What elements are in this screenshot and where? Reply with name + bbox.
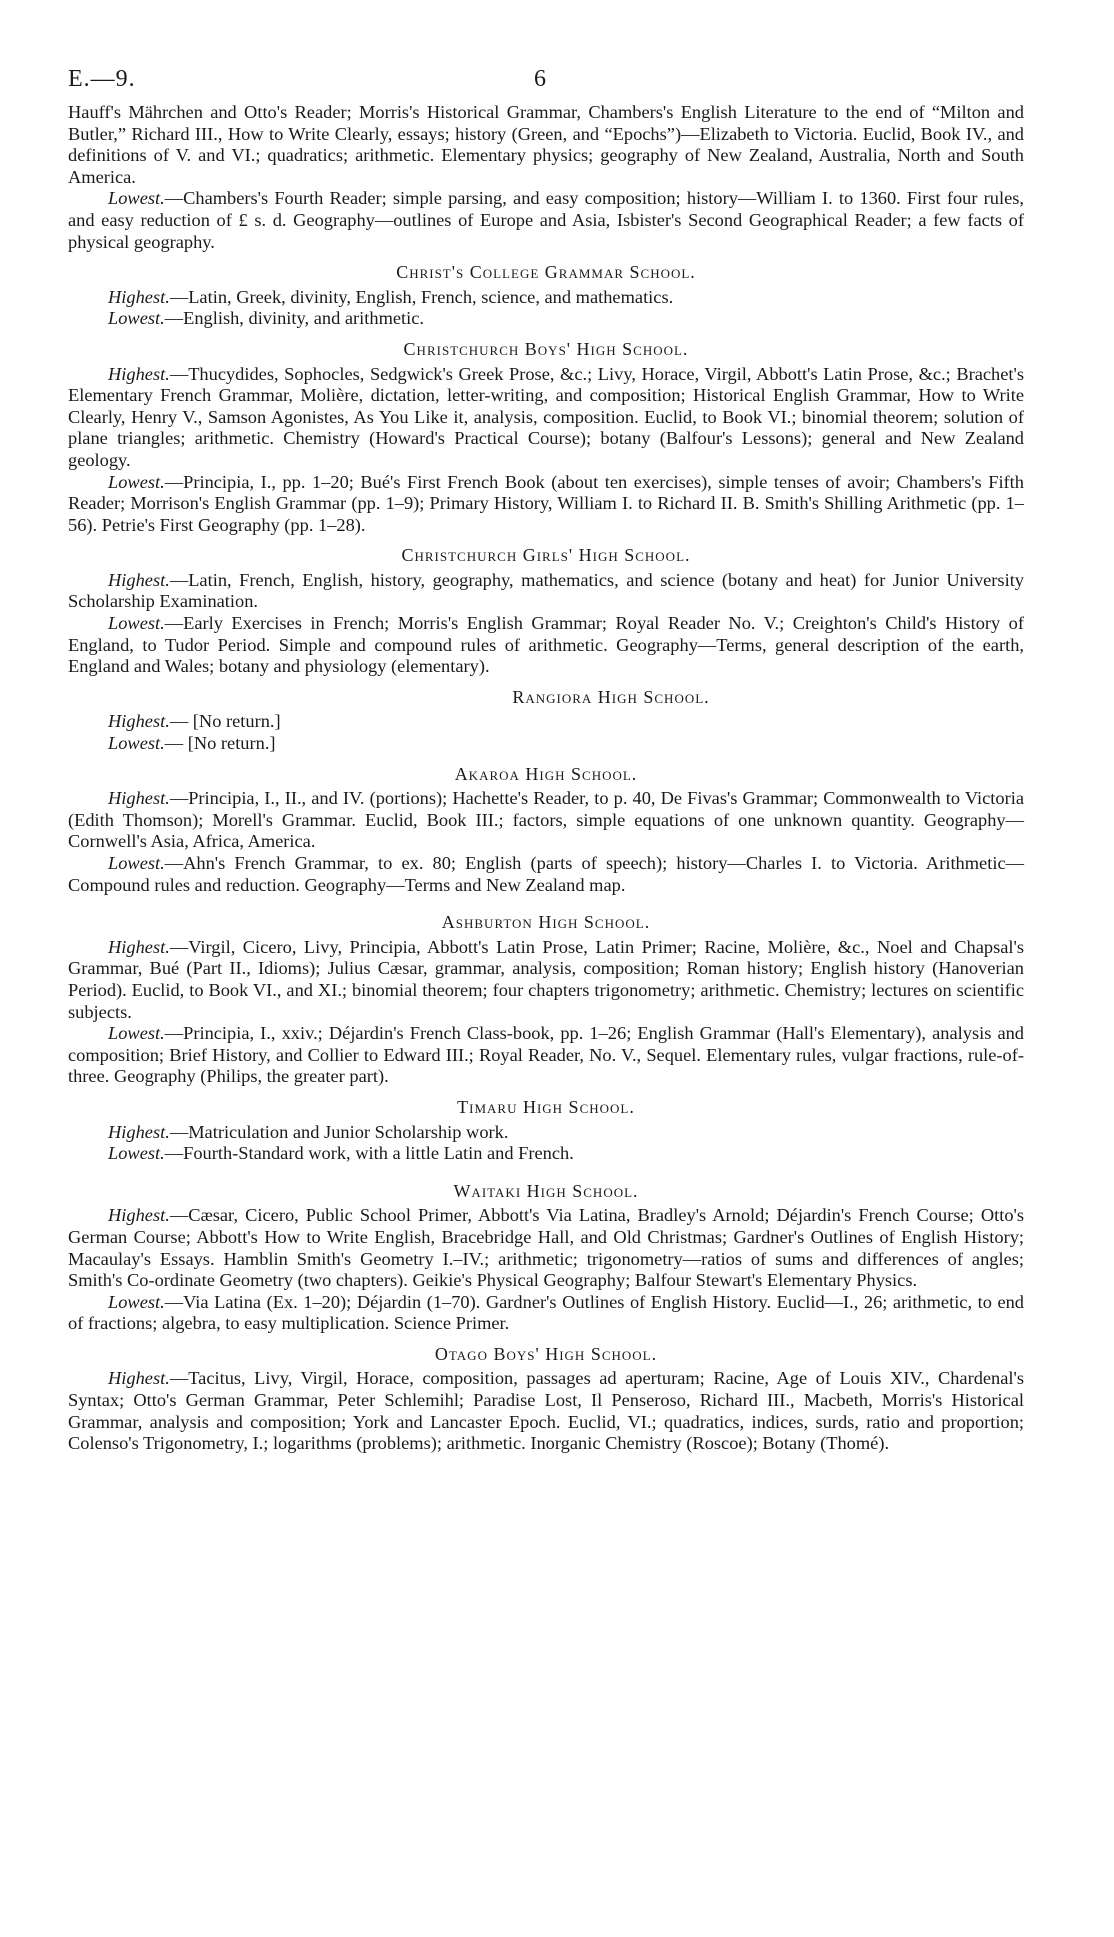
page-number: 6 <box>534 66 546 92</box>
entry-highest <box>68 1205 1024 1291</box>
entry-highest <box>68 788 1024 853</box>
entry-text: —Principia, I., pp. 1–20; Bué's First French Book (about ten exercises), simple tenses of avoir; Chambers's Fifth Reader; Morrison's English Grammar (pp. 1–9); Primary History, William I. to Richard II. B. Smith's Shilling Arithmetic (pp. 1–56). Petrie's First Geography (pp. 1–28). <box>68 471 1024 535</box>
entry-text: —Latin, Greek, divinity, English, French, science, and mathematics. <box>169 286 674 307</box>
entry-text: —Thucydides, Sophocles, Sedgwick's Greek Prose, &c.; Livy, Horace, Virgil, Abbott's Latin Prose, &c.; Brachet's Elementary French Grammar, Molière, dictation, letter-writing, and composition; Historical English Grammar, How to Write Clearly, Henry V., Samson Agonistes, As You Like it, analysis, composition. Euclid, to Book VI.; binomial theorem; solution of plane triangles; arithmetic. Chemistry (Howard's Practical Course); botany (Balfour's Lessons); general and New Zealand geology. <box>68 363 1024 470</box>
section-title-rangiora: Rangiora High School. <box>512 686 710 707</box>
entry-lead: Highest. <box>108 569 170 590</box>
entry-lowest <box>68 613 1024 678</box>
entry-text: —English, divinity, and arithmetic. <box>164 308 425 329</box>
entry-lead: Lowest. <box>108 733 165 754</box>
section-title-christchurch-girls: Christchurch Girls' High School. <box>401 545 691 566</box>
entry-text: —Latin, French, English, history, geography, mathematics, and science (botany and heat) for Junior University Scholarship Examination. <box>68 569 1024 612</box>
entry-lowest <box>68 1143 1024 1165</box>
intro-text: Hauff's Mährchen and Otto's Reader; Morris's Historical Grammar, Chambers's English Literature to the end of “Milton and Butler,” Richard III., How to Write Clearly, essays; history (Green, and “Epochs”)—Elizabeth to Victoria. Euclid, Book IV., and definitions of V. and VI.; quadratics; arithmetic. Elementary physics; geography of New Zealand, Australia, North and South America. <box>68 102 1024 187</box>
entry-lowest <box>68 853 1024 896</box>
entry-lead: Lowest. <box>108 1023 165 1044</box>
entry-lead: Lowest. <box>108 471 165 492</box>
entry-text: —Cæsar, Cicero, Public School Primer, Abbott's Via Latina, Bradley's Arnold; Déjardin's French Course; Otto's German Course; Abbott's How to Write English, Bracebridge Hall, and Old Christmas; Gardner's Outlines of English History; Macaulay's Essays. Hamblin Smith's Geometry I.–IV.; arithmetic; trigonometry—ratios of sums and differences of angles; Smith's Co-ordinate Geometry (two chapters). Geikie's Physical Geography; Balfour Stewart's Elementary Physics. <box>68 1205 1024 1291</box>
entry-text: —Fourth-Standard work, with a little Latin and French. <box>164 1143 574 1164</box>
intro-paragraph <box>68 102 1024 188</box>
entry-text: — [No return.] <box>164 733 276 754</box>
entry-lead: Highest. <box>108 936 170 957</box>
entry-lead: Highest. <box>108 1368 170 1389</box>
section-title-christchurch-boys: Christchurch Boys' High School. <box>403 338 689 359</box>
entry-text: —Matriculation and Junior Scholarship work. <box>169 1121 509 1142</box>
section-title-waitaki: Waitaki High School. <box>453 1180 639 1201</box>
section-title-timaru: Timaru High School. <box>457 1096 635 1117</box>
entry-lowest <box>68 472 1024 537</box>
entry-text: — [No return.] <box>169 711 281 732</box>
section-title-otago-boys: Otago Boys' High School. <box>434 1343 658 1364</box>
entry-text: —Chambers's Fourth Reader; simple parsing, and easy composition; history—William I. to 1360. First four rules, and easy reduction of £ s. d. Geography—outlines of Europe and Asia, Isbister's Second Geographical Reader; a few facts of physical geography. <box>68 188 1024 252</box>
entry-text: —Principia, I., II., and IV. (portions); Hachette's Reader, to p. 40, De Fivas's Grammar; Commonwealth to Victoria (Edith Thomson); Morell's Grammar. Euclid, Book III.; factors, simple equations of one unknown quantity. Geography—Cornwell's Asia, Africa, America. <box>68 788 1024 852</box>
entry-text: —Via Latina (Ex. 1–20); Déjardin (1–70). Gardner's Outlines of English History. Euclid—I., 26; arithmetic, to end of fractions; algebra, to easy multiplication. Science Primer. <box>68 1291 1024 1334</box>
section-title-ashburton: Ashburton High School. <box>441 912 651 933</box>
entry-lowest <box>68 733 1024 755</box>
entry-lead: Lowest. <box>108 308 165 329</box>
entry-highest <box>68 937 1024 1023</box>
intro-lowest-paragraph <box>68 188 1024 253</box>
entry-lead: Highest. <box>108 286 170 307</box>
page-header <box>68 62 1024 102</box>
entry-text: —Virgil, Cicero, Livy, Principia, Abbott's Latin Prose, Latin Primer; Racine, Molière, &c., Noel and Chapsal's Grammar, Bué (Part II., Idioms); Julius Cæsar, grammar, analysis, composition; Roman history; English history (Hanoverian Period). Euclid, to Book VI., and XI.; binomial theorem; four chapters trigonometry; arithmetic. Chemistry; lectures on scientific subjects. <box>68 936 1024 1022</box>
entry-lowest <box>68 308 1024 330</box>
entry-lead: Highest. <box>108 1121 170 1142</box>
document-reference: E.—9. <box>68 66 136 92</box>
entry-lead: Lowest. <box>108 853 165 873</box>
entry-highest <box>68 711 1024 733</box>
entry-text: —Early Exercises in French; Morris's English Grammar; Royal Reader No. V.; Creighton's Child's History of England, to Tudor Period. Simple and compound rules of arithmetic. Geography—Terms, general description of the earth, England and Wales; botany and physiology (elementary). <box>68 613 1024 677</box>
entry-highest <box>68 570 1024 613</box>
entry-text: —Tacitus, Livy, Virgil, Horace, composition, passages ad aperturam; Racine, Age of Louis XIV., Chardenal's Syntax; Otto's German Grammar, Peter Schlemihl; Paradise Lost, Il Penseroso, Richard III., Macbeth, Morris's Historical Grammar, analysis and composition; York and Lancaster Epoch. Euclid, VI.; quadratics, indices, surds, ratio and proportion; Colenso's Trigonometry, I.; logarithms (problems); arithmetic. Inorganic Chemistry (Roscoe); Botany (Thomé). <box>68 1368 1024 1454</box>
entry-lead: Lowest. <box>108 188 165 209</box>
entry-lead: Lowest. <box>108 1291 165 1312</box>
entry-highest <box>68 364 1024 472</box>
entry-highest <box>68 287 1024 309</box>
entry-lead: Highest. <box>108 363 170 384</box>
document-page <box>68 62 1024 1455</box>
entry-lowest <box>68 1292 1024 1335</box>
document-body <box>68 102 1024 1455</box>
section-title-akaroa: Akaroa High School. <box>454 763 638 784</box>
entry-lead: Lowest. <box>108 1143 165 1164</box>
entry-lowest <box>68 1023 1024 1088</box>
entry-lead: Highest. <box>108 711 170 732</box>
entry-lead: Lowest. <box>108 613 165 634</box>
section-title-christs-college: Christ's College Grammar School. <box>396 262 696 283</box>
entry-lead: Highest. <box>108 788 170 809</box>
entry-text: —Principia, I., xxiv.; Déjardin's French Class-book, pp. 1–26; English Grammar (Hall's Elementary), analysis and composition; Brief History, and Collier to Edward III.; Royal Reader, No. V., Sequel. Elementary rules, vulgar fractions, rule-of-three. Geography (Philips, the greater part). <box>68 1023 1024 1087</box>
entry-highest <box>68 1368 1024 1454</box>
entry-lead: Highest. <box>108 1205 170 1226</box>
entry-highest <box>68 1122 1024 1144</box>
entry-text: —Ahn's French Grammar, to ex. 80; English (parts of speech); history—Charles I. to Victoria. Arithmetic—Compound rules and reduction. Geography—Terms and New Zealand map. <box>68 853 1024 895</box>
